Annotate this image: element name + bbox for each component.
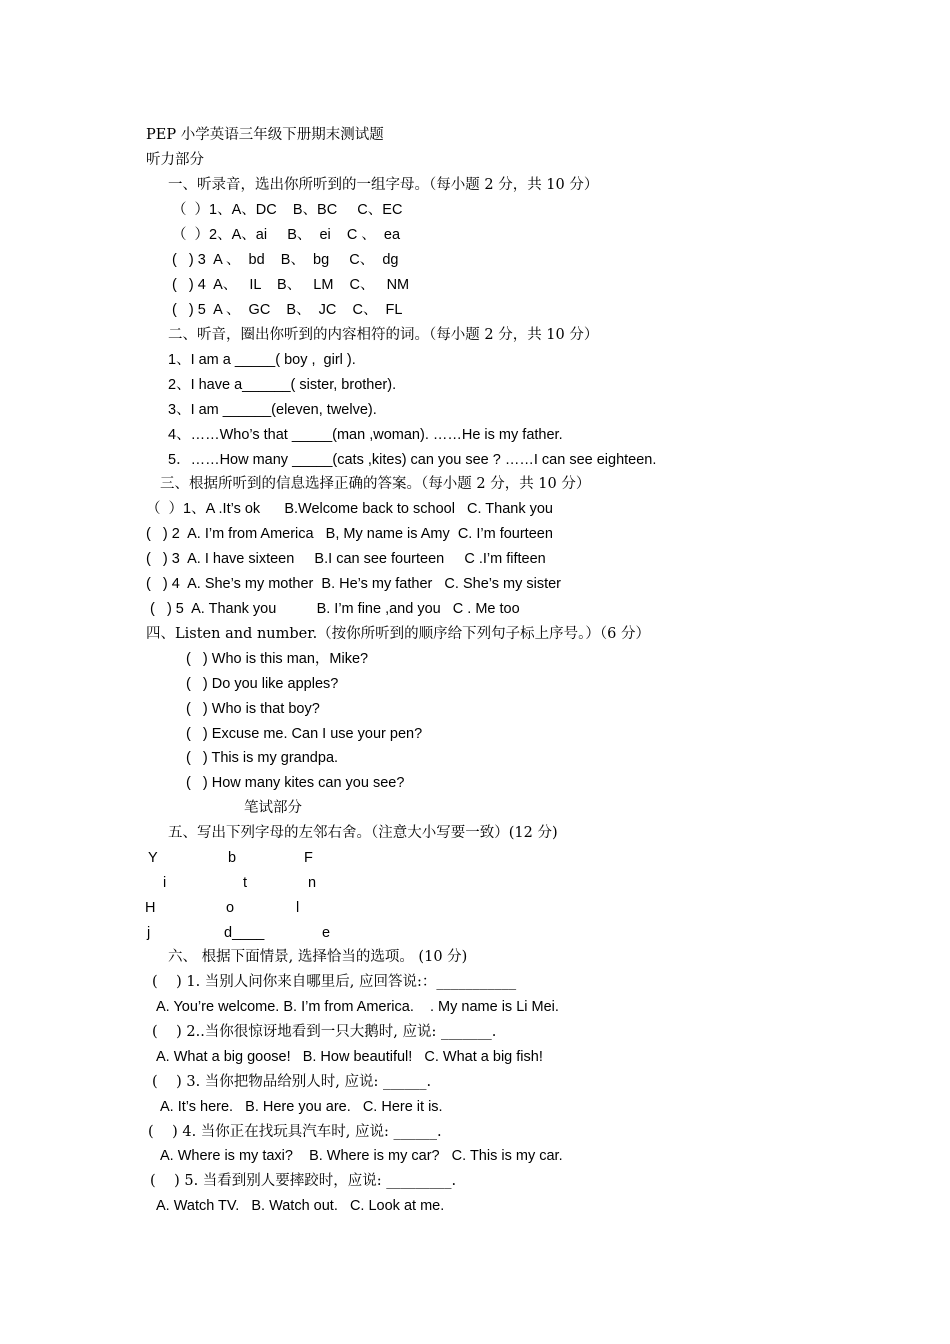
letter-prompt: t xyxy=(243,875,248,891)
s2-question: 1、I am a _____( boy , girl ). xyxy=(168,352,356,368)
s2-question: 2、I have a______( sister, brother). xyxy=(168,377,397,393)
letter-prompt: j xyxy=(147,925,151,941)
section-3-heading: 三、根据所听到的信息选择正确的答案。（每小题 2 分，共 10 分） xyxy=(160,476,591,492)
s2-question: 4、……Who’s that _____(man ,woman). ……He is my father. xyxy=(168,427,563,443)
s6-question: ( ) 1. 当别人问你来自哪里后, 应回答说:：___________ xyxy=(152,974,517,990)
s6-question: ( ) 5. 当看到别人要摔跤时，应说: _________. xyxy=(150,1173,457,1189)
s6-question: ( ) 4. 当你正在找玩具汽车时, 应说: ______. xyxy=(148,1124,442,1140)
s2-question: 5．……How many _____(cats ,kites) can you see ? ……I can see eighteen. xyxy=(168,452,657,468)
letter-prompt: n xyxy=(308,875,317,891)
letter-prompt: l xyxy=(296,900,300,916)
section-6-heading: 六、 根据下面情景, 选择恰当的选项。 (10 分) xyxy=(168,949,468,965)
s3-question: ( ) 4 A. She’s my mother B. He’s my father C. She’s my sister xyxy=(146,576,561,592)
s6-options: A. What a big goose! B. How beautiful! C. What a big fish! xyxy=(156,1049,543,1065)
s6-options: A. Watch TV. B. Watch out. C. Look at me. xyxy=(156,1198,445,1214)
section-4-heading: 四、Listen and number.（按你所听到的顺序给下列句子标上序号。）（6 分） xyxy=(146,626,651,642)
written-heading: 笔试部分 xyxy=(244,800,302,816)
s1-question: ( ) 4 A、 IL B、 LM C、 NM xyxy=(172,277,410,293)
s2-question: 3、I am ______(eleven, twelve). xyxy=(168,402,377,418)
s3-question: ( ) 5 A. Thank you B. I’m fine ,and you C . Me too xyxy=(146,601,520,617)
s1-question: ( ) 3 A 、 bd B、 bg C、 dg xyxy=(172,252,399,268)
s4-question: ( ) Excuse me. Can I use your pen? xyxy=(186,726,423,742)
letter-prompt: b xyxy=(228,850,237,866)
s4-question: ( ) How many kites can you see? xyxy=(186,775,405,791)
exam-title: PEP 小学英语三年级下册期末测试题 xyxy=(146,127,384,143)
s1-question: ( ) 5 A 、 GC B、 JC C、 FL xyxy=(172,302,403,318)
letter-prompt: d____ xyxy=(224,925,265,941)
section-1-heading: 一、听录音，选出你所听到的一组字母。（每小题 2 分，共 10 分） xyxy=(168,177,599,193)
section-5-heading: 五、写出下列字母的左邻右舍。（注意大小写要一致）(12 分) xyxy=(168,825,558,841)
letter-prompt: F xyxy=(304,850,313,866)
section-2-heading: 二、听音，圈出你听到的内容相符的词。（每小题 2 分，共 10 分） xyxy=(168,327,599,343)
s1-question: （ ）1、A、DC B、BC C、EC xyxy=(172,202,403,218)
s6-options: A. You’re welcome. B. I’m from America. . My name is Li Mei. xyxy=(156,999,559,1015)
s3-question: ( ) 2 A. I’m from America B, My name is Amy C. I’m fourteen xyxy=(146,526,553,542)
letter-prompt: e xyxy=(322,925,331,941)
s6-options: A. Where is my taxi? B. Where is my car? C. This is my car. xyxy=(160,1148,563,1164)
s3-question: ( ) 3 A. I have sixteen B.I can see fourteen C .I’m fifteen xyxy=(146,551,546,567)
letter-prompt: o xyxy=(226,900,235,916)
letter-prompt: i xyxy=(163,875,167,891)
s3-question: （ ）1、A .It’s ok B.Welcome back to school C. Thank you xyxy=(146,501,553,517)
letter-prompt: Y xyxy=(148,850,158,866)
s4-question: ( ) This is my grandpa. xyxy=(186,750,339,766)
letter-prompt: H xyxy=(145,900,156,916)
s6-question: ( ) 3. 当你把物品给别人时, 应说: ______. xyxy=(152,1074,432,1090)
s4-question: ( ) Who is this man，Mike? xyxy=(186,651,369,667)
s4-question: ( ) Do you like apples? xyxy=(186,676,339,692)
s1-question: （ ）2、A、ai B、 ei C 、 ea xyxy=(172,227,401,243)
listening-heading: 听力部分 xyxy=(146,152,204,168)
s4-question: ( ) Who is that boy? xyxy=(186,701,320,717)
s6-options: A. It’s here. B. Here you are. C. Here it is. xyxy=(160,1099,443,1115)
s6-question: ( ) 2..当你很惊讶地看到一只大鹅时, 应说: _______. xyxy=(152,1024,497,1040)
